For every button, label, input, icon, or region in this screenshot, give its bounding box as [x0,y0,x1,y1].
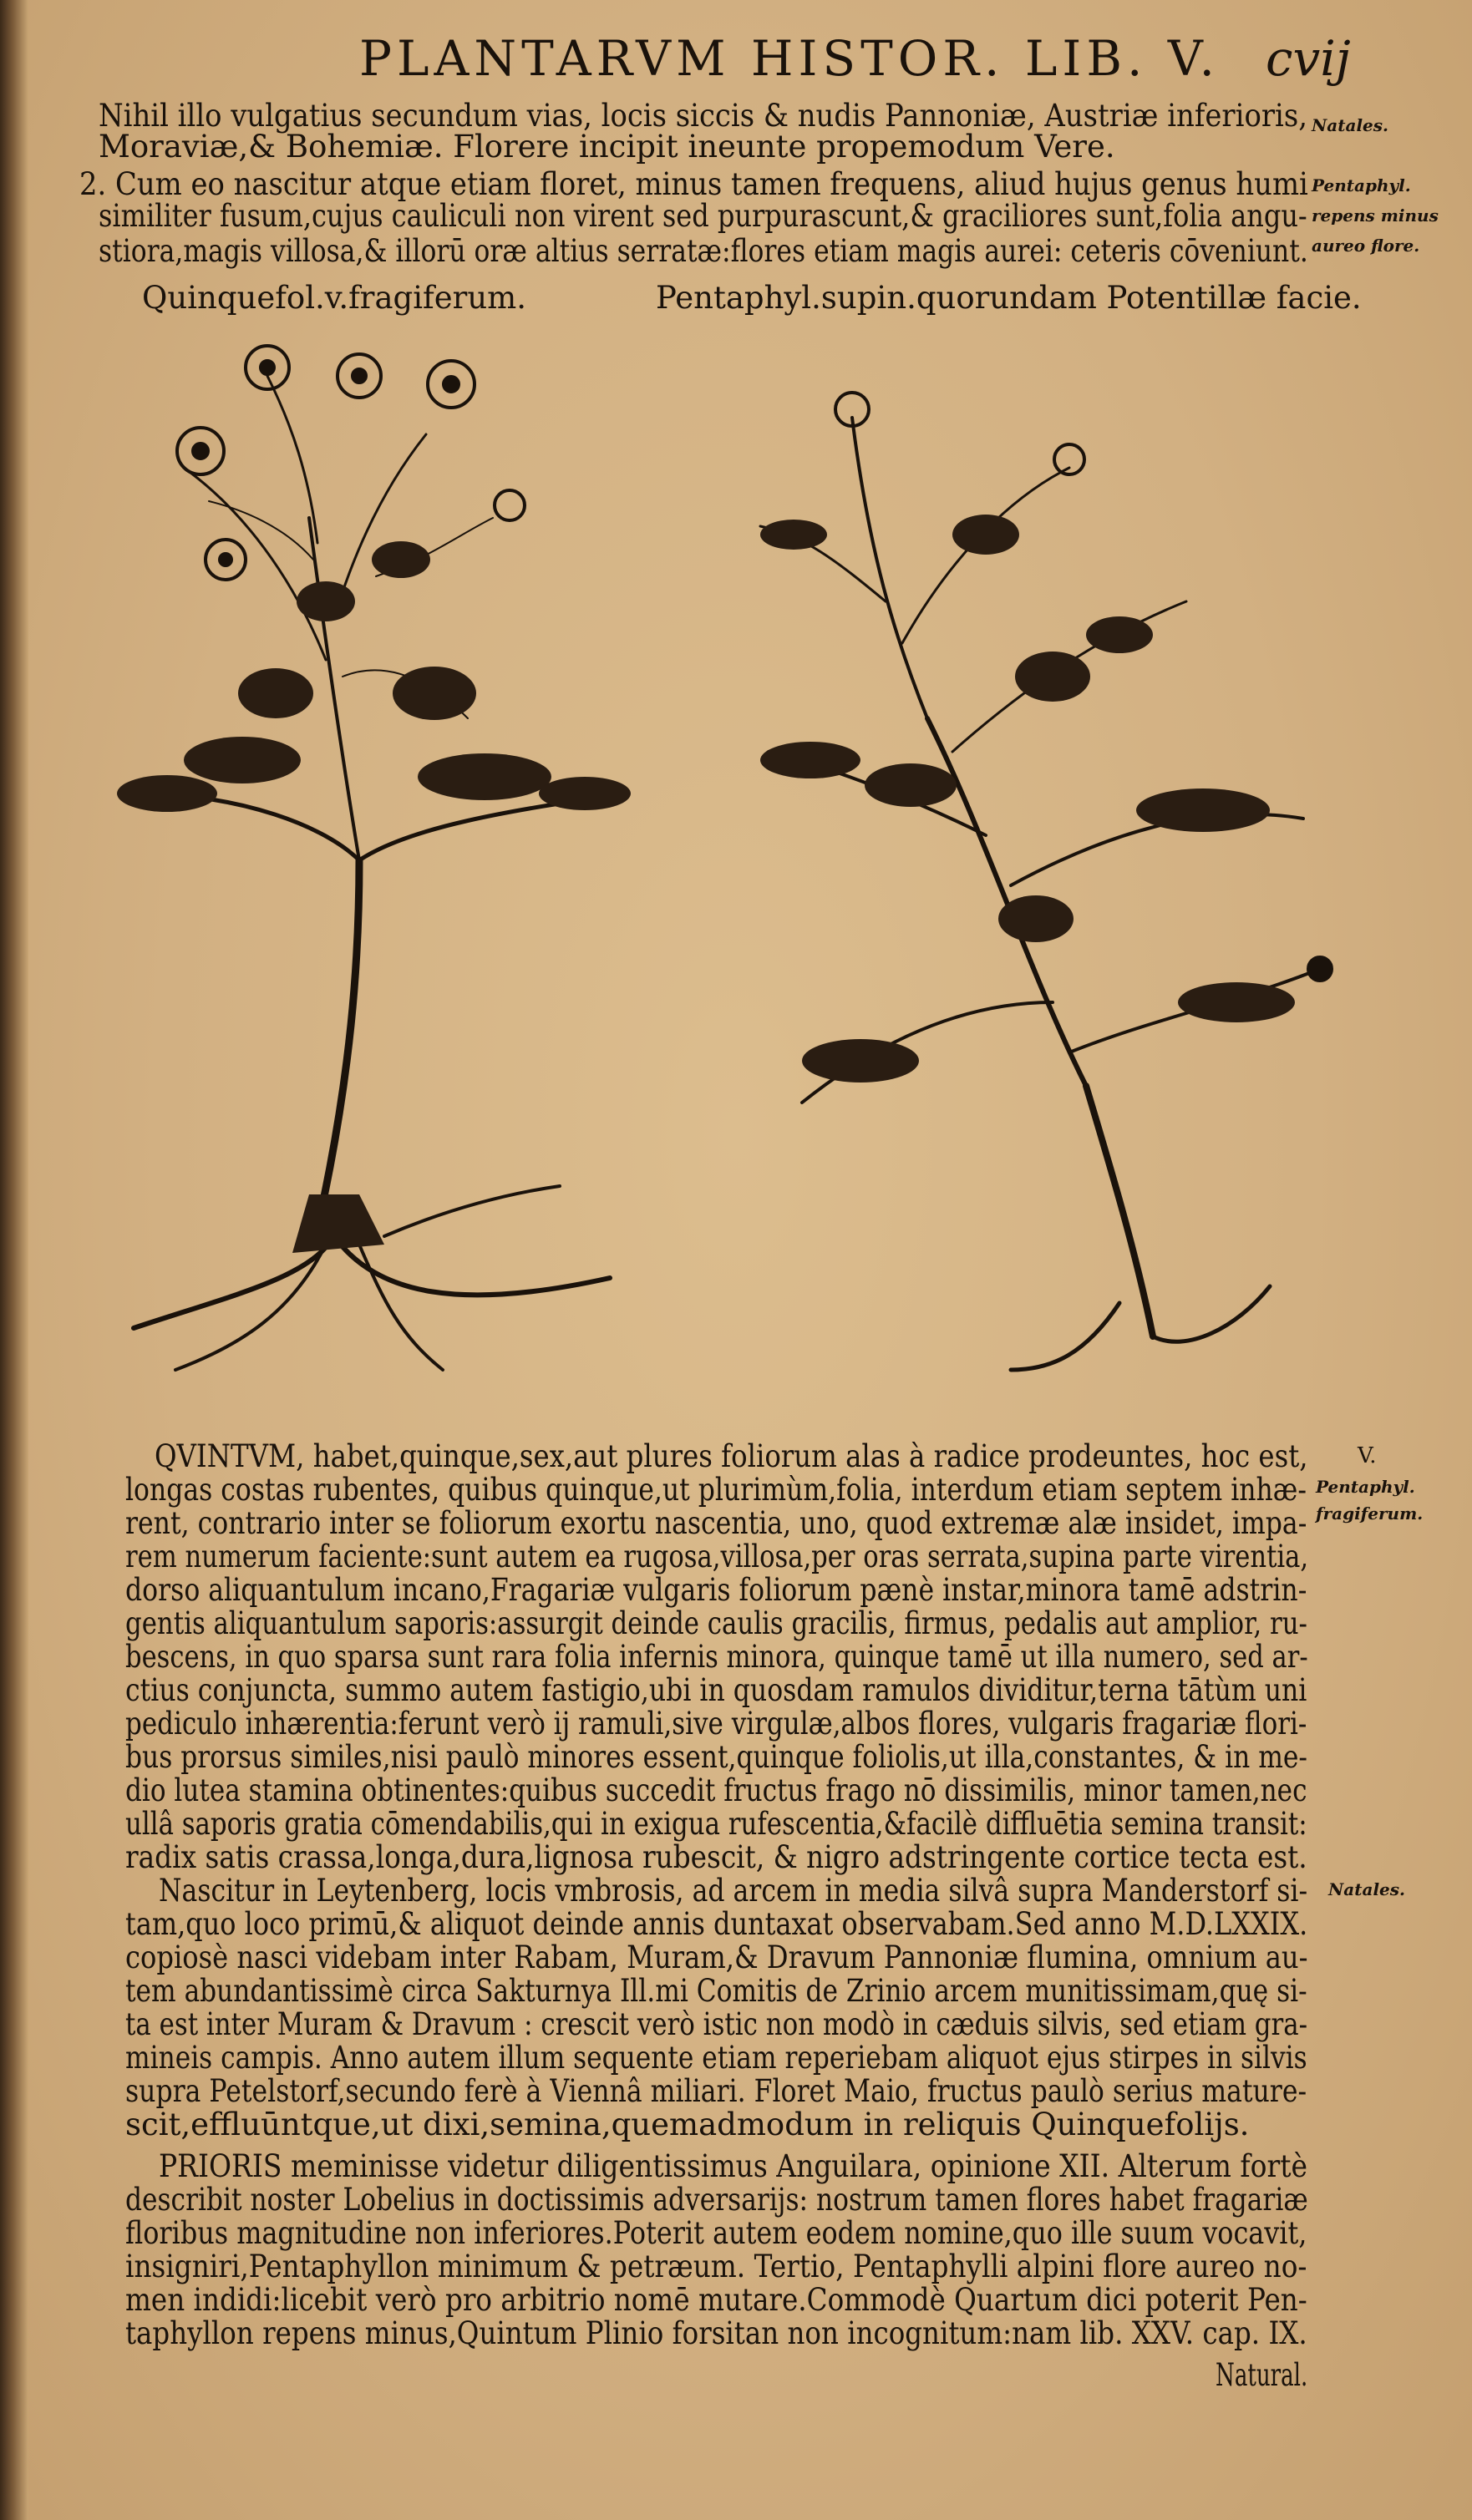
text-line: bescens, in quo sparsa sunt rara folia infernis minora, quinque tamē ut illa numero, sed ar- [125,1639,1308,1675]
page-gutter-edge [0,0,28,2520]
text-line: stiora,magis villosa,& illorū oræ altius serratæ:flores etiam magis aurei: ceteris cōveniunt. [99,233,1308,269]
text-line: taphyllon repens minus,Quintum Plinio forsitan non incognitum:nam lib. XXV. cap. IX. [125,2315,1307,2351]
text-line: scit,effluūntque,ut dixi,semina,quemadmodum in reliquis Quinquefolijs. [125,2107,1250,2142]
text-line: men indidi:licebit verò pro arbitrio nomē mutare.Commodè Quartum dici poterit Pen- [125,2282,1307,2318]
text-line: mineis campis. Anno autem illum sequente etiam reperiebam aliquot ejus stirpes in silvis [125,2040,1307,2076]
margin-note-natales: Natales. [1328,1879,1405,1899]
text-line: gentis aliquantulum saporis:assurgit deinde caulis gracilis, firmus, pedalis aut amplior, ru- [125,1605,1307,1641]
text-line: radix satis crassa,longa,dura,lignosa rubescit, & nigro adstringente cortice tecta est. [125,1839,1307,1875]
margin-note: Pentaphyl. [1312,175,1411,195]
margin-note: Pentaphyl. [1316,1477,1415,1497]
figure-caption-left: Quinquefol.v.fragiferum. [142,280,526,316]
text-line: Nihil illo vulgatius secundum vias, locis siccis & nudis Pannoniæ, Austriæ inferioris, [99,98,1307,134]
section-mark: V. [1358,1443,1377,1468]
figure-caption-right: Pentaphyl.supin.quorundam Potentillæ facie. [656,280,1362,316]
woodcut-quinquefolium-fragiferum [109,326,677,1387]
text-line: tam,quo loco primū,& aliquot deinde annis duntaxat observabam.Sed anno M.D.LXXIX. [125,1906,1308,1942]
margin-note: repens minus [1312,205,1439,226]
text-line: rem numerum faciente:sunt autem ea rugosa,villosa,per oras serrata,supina parte virentia, [125,1539,1309,1574]
text-line: supra Petelstorf,secundo ferè à Viennâ miliari. Floret Maio, fructus paulò serius mature- [125,2073,1307,2109]
text-line: longas costas rubentes, quibus quinque,ut plurimùm,folia, interdum etiam septem inhæ- [125,1472,1307,1508]
text-line: dorso aliquantulum incano,Fragariæ vulgaris foliorum pænè instar,minora tamē adstrin- [125,1572,1307,1608]
page-header [0,23,1472,90]
text-line: describit noster Lobelius in doctissimis adversarijs: nostrum tamen flores habet fragariæ [125,2182,1308,2218]
text-line: bus prorsus similes,nisi paulò minores essent,quinque foliolis,ut illa,constantes, & in me- [125,1739,1308,1775]
woodcut-pentaphyllum-supinum [735,368,1337,1378]
margin-note: fragiferum. [1316,1503,1424,1524]
text-line: pediculo inhærentia:ferunt verò ij ramuli,sive virgulæ,albos flores, vulgaris fragariæ flori- [125,1706,1307,1742]
catchword: Natural. [1216,2357,1308,2393]
text-line: ctius conjuncta, summo autem fastigio,ubi in quosdam ramulos dividitur,terna tātùm uni [125,1672,1307,1708]
text-line: rent, contrario inter se foliorum exortu nascentia, uno, quod extremæ alæ insidet, impa- [125,1505,1307,1541]
text-line: dio lutea stamina obtinentes:quibus succedit fructus frago nō dissimilis, minor tamen,nec [125,1772,1307,1808]
text-line: PRIORIS meminisse videtur diligentissimus Anguilara, opinione XII. Alterum fortè [159,2148,1307,2184]
text-line: Moraviæ,& Bohemiæ. Florere incipit ineunte propemodum Vere. [99,129,1115,165]
folio-number: cvij [1266,30,1351,87]
text-line: QVINTVM, habet,quinque,sex,aut plures foliorum alas à radice prodeuntes, hoc est, [155,1438,1308,1474]
text-line: similiter fusum,cujus cauliculi non virent sed purpurascunt,& graciliores sunt,folia angu- [99,198,1307,234]
text-line: ullâ saporis gratia cōmendabilis,qui in exigua rufescentia,&facilè diffluētia semina transit: [125,1806,1307,1842]
text-line: tem abundantissimè circa Sakturnya Ill.mi Comitis de Zrinio arcem munitissimam,quę si- [125,1973,1307,2009]
text-line: floribus magnitudine non inferiores.Poterit autem eodem nomine,quo ille suum vocavit, [125,2215,1307,2251]
text-line: 2. Cum eo nascitur atque etiam floret, minus tamen frequens, aliud hujus genus humi [79,166,1308,202]
text-line: ta est inter Muram & Dravum : crescit verò istic non modò in cæduis silvis, sed etiam gra- [125,2006,1308,2042]
text-line: insigniri,Pentaphyllon minimum & petræum. Tertio, Pentaphylli alpini flore aureo no- [125,2249,1307,2284]
margin-note-natales: Natales. [1312,115,1388,135]
text-line: copiosè nasci videbam inter Rabam, Muram,& Dravum Pannoniæ flumina, omnium au- [125,1939,1308,1975]
text-line: Nascitur in Leytenberg, locis vmbrosis, ad arcem in media silvâ supra Manderstorf si- [159,1873,1308,1909]
margin-note: aureo flore. [1312,236,1420,256]
running-title: PLANTARVM HISTOR. LIB. V. [359,30,1220,87]
